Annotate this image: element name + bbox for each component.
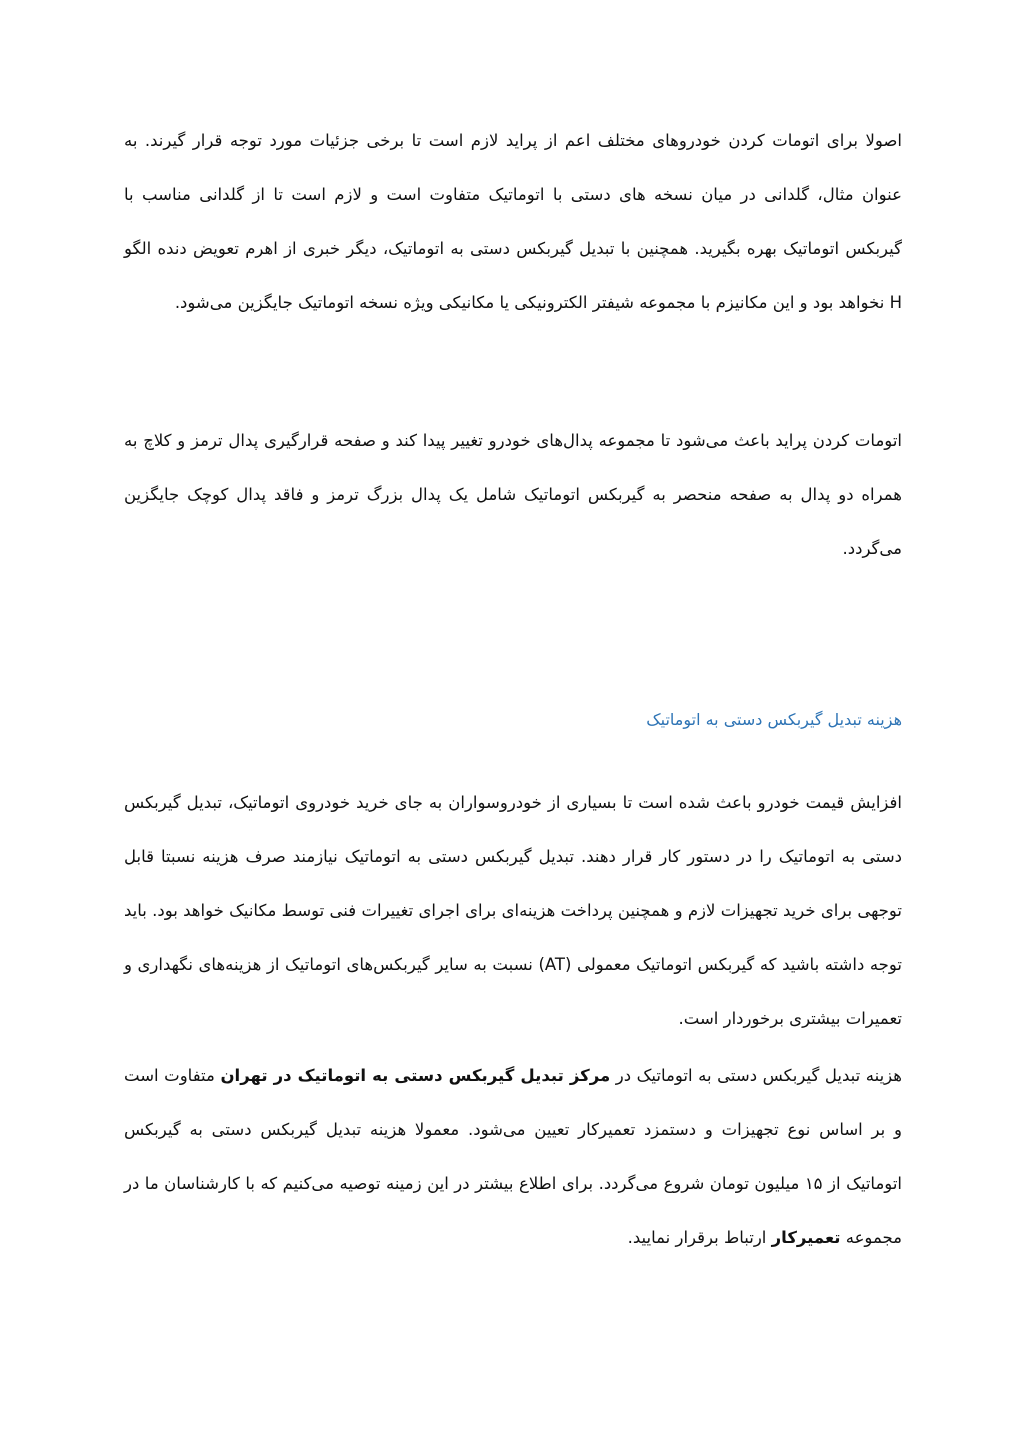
paragraph-cost-details <box>124 1049 902 1265</box>
paragraph-text-segment: متفاوت است و بر اساس نوع تجهیزات و دستمزد تعمیرکار تعیین می‌شود. معمولا هزینه تبدیل گیربکس دستی به گیربکس اتوماتیک از ۱۵ میلیون تومان شروع می‌گردد. برای اطلاع بیشتر در این زمینه توصیه می‌کنیم که با کارشناسان ما در مجموعه <box>124 1066 902 1247</box>
paragraph-automation-requirements: اصولا برای اتومات کردن خودروهای مختلف اعم از پراید لازم است تا برخی جزئیات مورد توجه قرار گیرند. به عنوان مثال، گلدانی در میان نسخه های دستی با اتوماتیک متفاوت است و لازم است تا از گلدانی مناسب با گیربکس اتوماتیک بهره بگیرید. همچنین با تبدیل گیربکس دستی به اتوماتیک، دیگر خبری از اهرم تعویض دنده الگو H نخواهد بود و این مکانیزم با مجموعه شیفتر الکترونیکی یا مکانیکی ویژه نسخه اتوماتیک جایگزین می‌شود. <box>124 131 902 312</box>
section-heading-conversion-cost: هزینه تبدیل گیربکس دستی به اتوماتیک <box>646 710 902 729</box>
paragraph-text-segment: ارتباط برقرار نمایید. <box>627 1228 772 1247</box>
bold-phrase-tamirkar: تعمیرکار <box>771 1228 841 1247</box>
bold-phrase-tehran-center: مرکز تبدیل گیربکس دستی به اتوماتیک در تهران <box>220 1066 611 1085</box>
paragraph-text-segment: هزینه تبدیل گیربکس دستی به اتوماتیک در <box>610 1066 902 1085</box>
paragraph-pedal-changes: اتومات کردن پراید باعث می‌شود تا مجموعه پدال‌های خودرو تغییر پیدا کند و صفحه قرارگیری پدال ترمز و کلاچ به همراه دو پدال به صفحه منحصر به گیربکس اتوماتیک شامل یک پدال بزرگ ترمز و فاقد پدال کوچک جایگزین می‌گردد. <box>124 431 902 558</box>
paragraph-price-increase: افزایش قیمت خودرو باعث شده است تا بسیاری از خودروسواران به جای خرید خودروی اتوماتیک، تبدیل گیربکس دستی به اتوماتیک را در دستور کار قرار دهند. تبدیل گیربکس دستی به اتوماتیک نیازمند صرف هزینه نسبتا قابل توجهی برای خرید تجهیزات لازم و همچنین پرداخت هزینه‌ای برای اجرای تغییرات فنی توسط مکانیک خواهد بود. باید توجه داشته باشید که گیربکس اتوماتیک معمولی (AT) نسبت به سایر گیربکس‌های اتوماتیک از هزینه‌های نگهداری و تعمیرات بیشتری برخوردار است. <box>124 793 902 1028</box>
